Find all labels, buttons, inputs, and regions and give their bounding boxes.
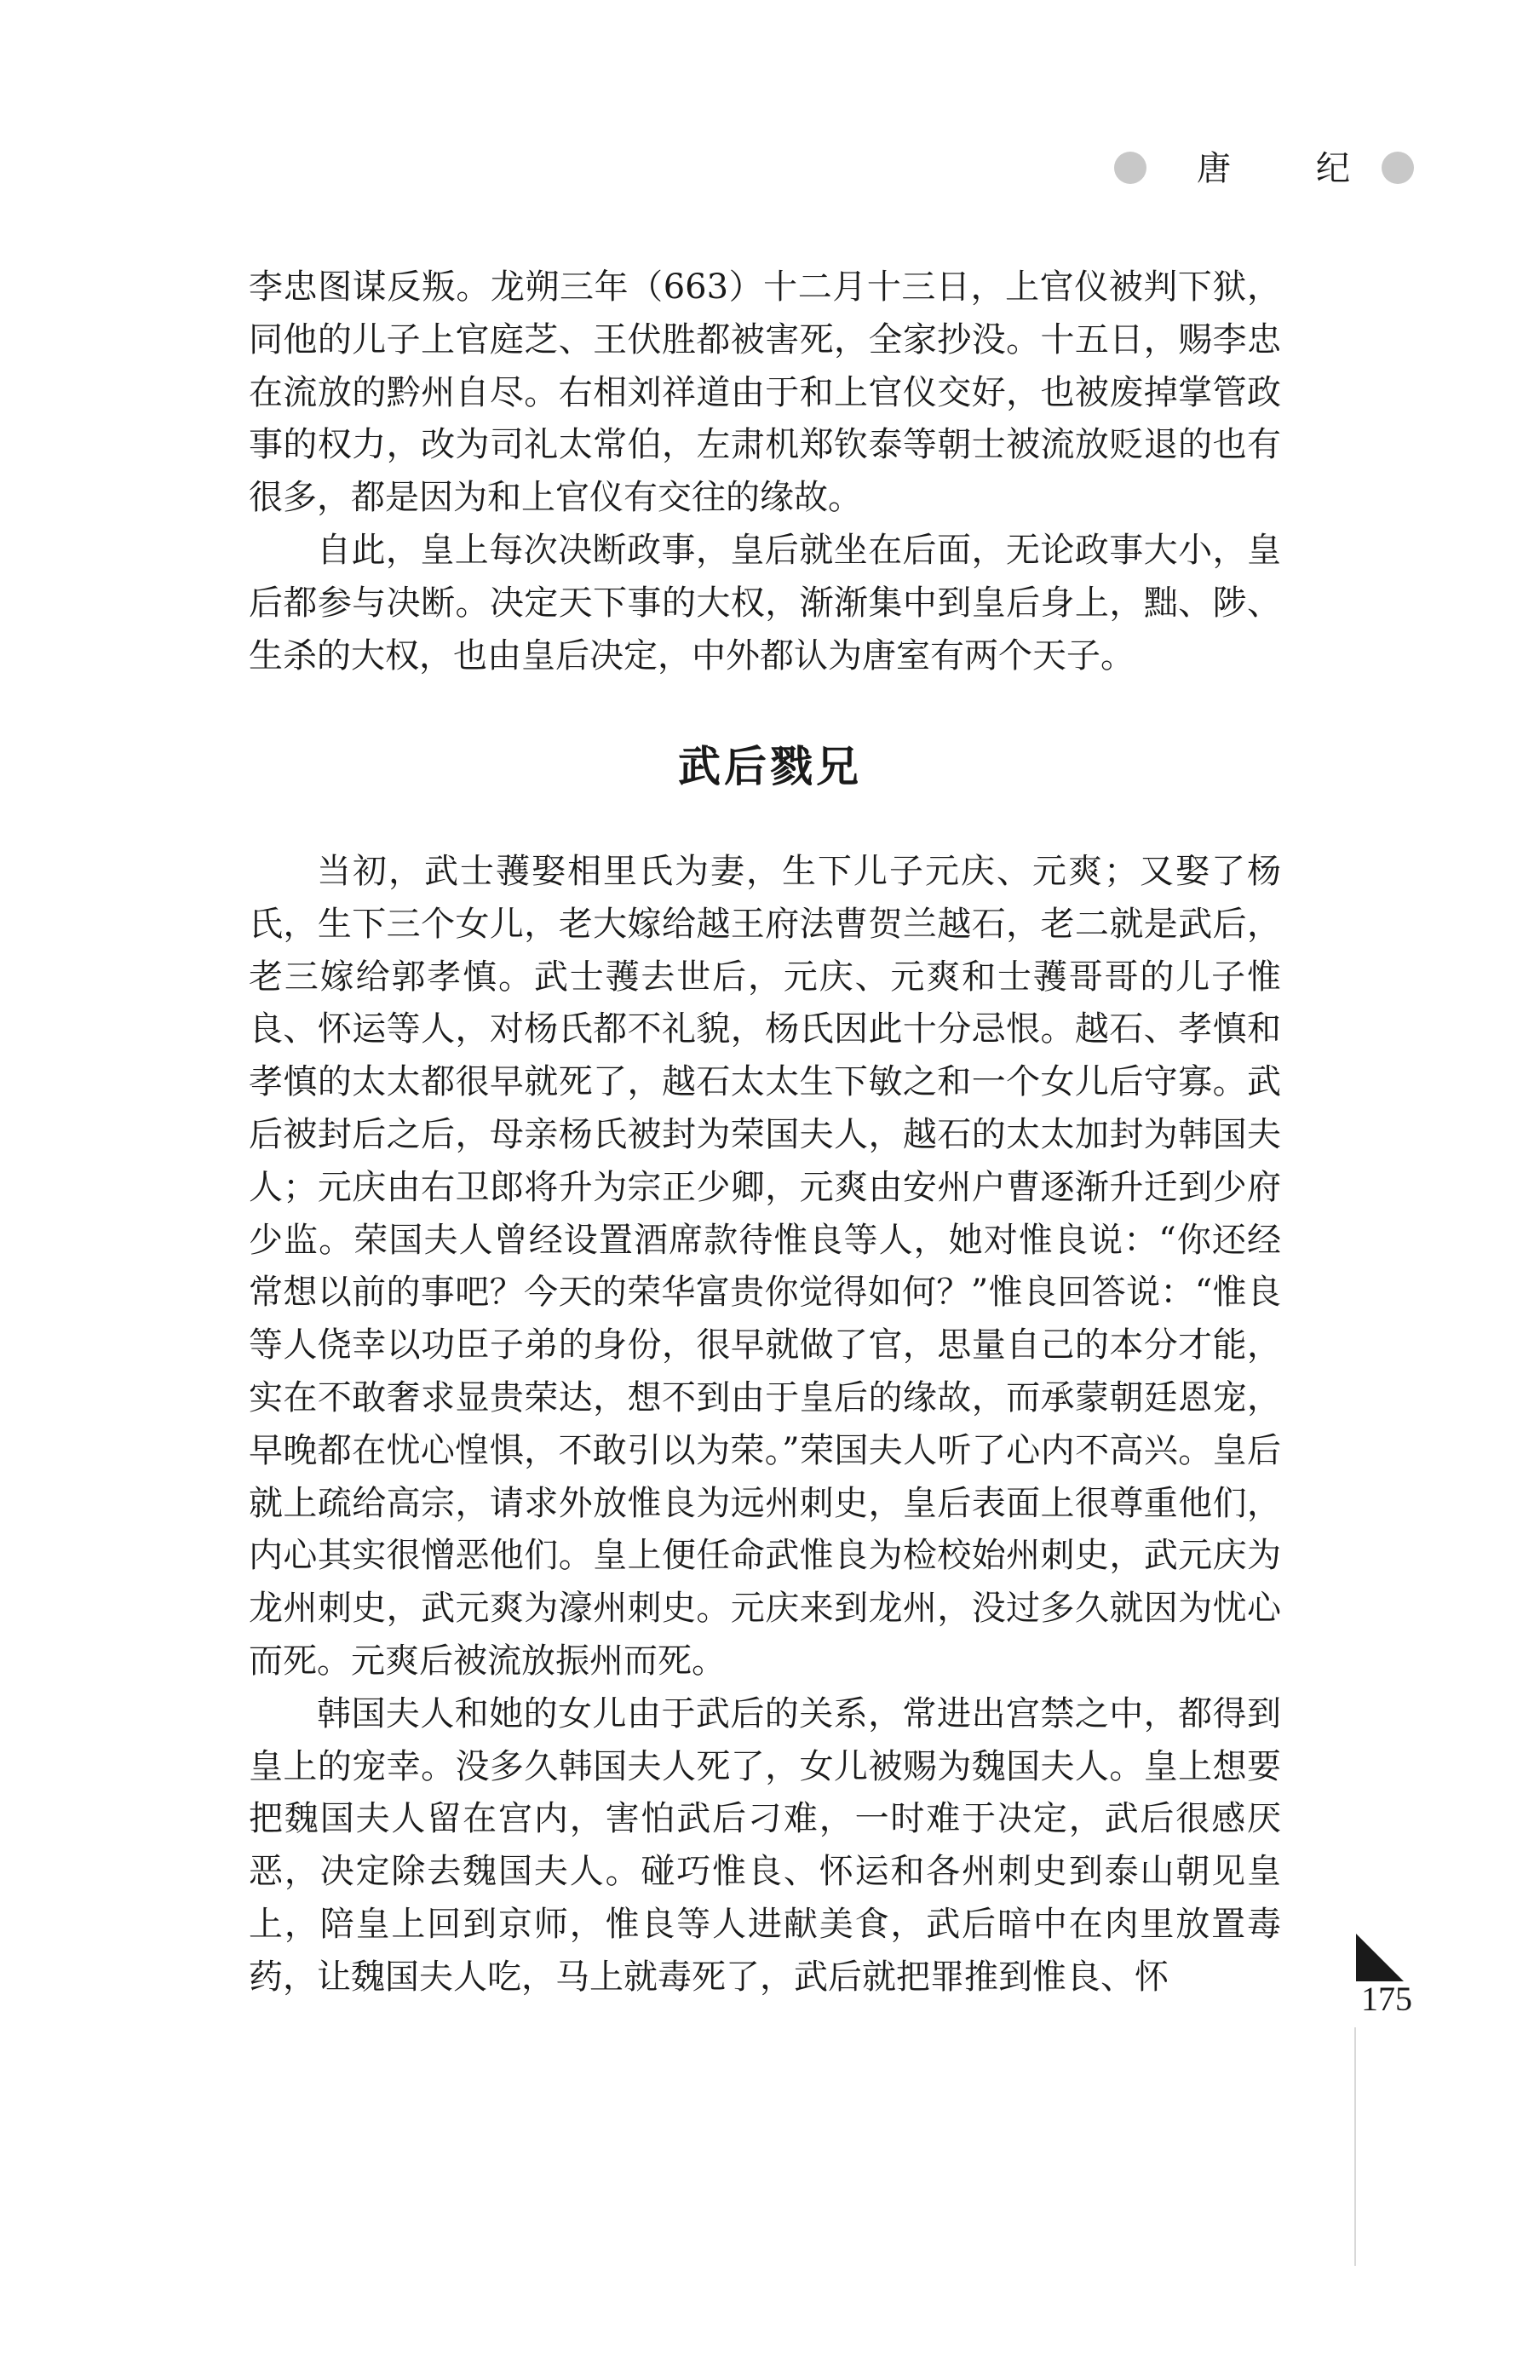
body-text-bottom [249,846,1281,2004]
body-text-top [249,262,1281,682]
page-corner-marker [1356,1934,1404,1981]
paragraph: 韩国夫人和她的女儿由于武后的关系，常进出宫禁之中，都得到皇上的宠幸。没多久韩国夫人死了，女儿被赐为魏国夫人。皇上想要把魏国夫人留在宫内，害怕武后刁难，一时难于决定，武后很感厌恶，决定除去魏国夫人。碰巧惟良、怀运和各州刺史到泰山朝见皇上，陪皇上回到京师，惟良等人进献美食，武后暗中在肉里放置毒药，让魏国夫人吃，马上就毒死了，武后就把罪推到惟良、怀 [249,1693,1281,1997]
header-dot-left [1114,152,1146,184]
page-number: 175 [1361,1980,1412,2018]
paragraph: 自此，皇上每次决断政事，皇后就坐在后面，无论政事大小，皇后都参与决断。决定天下事的大权，渐渐集中到皇后身上，黜、陟、生杀的大权，也由皇后决定，中外都认为唐室有两个天子。 [249,530,1281,675]
paragraph: 李忠图谋反叛。龙朔三年（663）十二月十三日，上官仪被判下狱，同他的儿子上官庭芝、王伏胜都被害死，全家抄没。十五日，赐李忠在流放的黔州自尽。右相刘祥道由于和上官仪交好，也被废掉掌管政事的权力，改为司礼太常伯，左肃机郑钦泰等朝士被流放贬退的也有很多，都是因为和上官仪有交往的缘故。 [249,267,1281,518]
running-header [1107,145,1431,196]
paragraph: 当初，武士彟娶相里氏为妻，生下儿子元庆、元爽；又娶了杨氏，生下三个女儿，老大嫁给越王府法曹贺兰越石，老二就是武后，老三嫁给郭孝慎。武士彟去世后，元庆、元爽和士彟哥哥的儿子惟良、怀运等人，对杨氏都不礼貌，杨氏因此十分忌恨。越石、孝慎和孝慎的太太都很早就死了，越石太太生下敏之和一个女儿后守寡。武后被封后之后，母亲杨氏被封为荣国夫人，越石的太太加封为韩国夫人；元庆由右卫郎将升为宗正少卿，元爽由安州户曹逐渐升迁到少府少监。荣国夫人曾经设置酒席款待惟良等人，她对惟良说：“你还经常想以前的事吧？今天的荣华富贵你觉得如何？”惟良回答说：“惟良等人侥幸以功臣子弟的身份，很早就做了官，思量自己的本分才能，实在不敢奢求显贵荣达，想不到由于皇后的缘故，而承蒙朝廷恩宠，早晚都在忧心惶惧，不敢引以为荣。”荣国夫人听了心内不高兴。皇后就上疏给高宗，请求外放惟良为远州刺史，皇后表面上很尊重他们，内心其实很憎恶他们。皇上便任命武惟良为检校始州刺史，武元庆为龙州刺史，武元爽为濠州刺史。元庆来到龙州，没过多久就因为忧心而死。元爽后被流放振州而死。 [249,852,1281,1681]
header-char-ji: 纪 [1316,149,1350,188]
margin-rule [1354,2027,1356,2266]
header-dot-right [1382,152,1414,184]
header-char-tang: 唐 [1197,149,1231,188]
section-title: 武后戮兄 [678,742,862,791]
